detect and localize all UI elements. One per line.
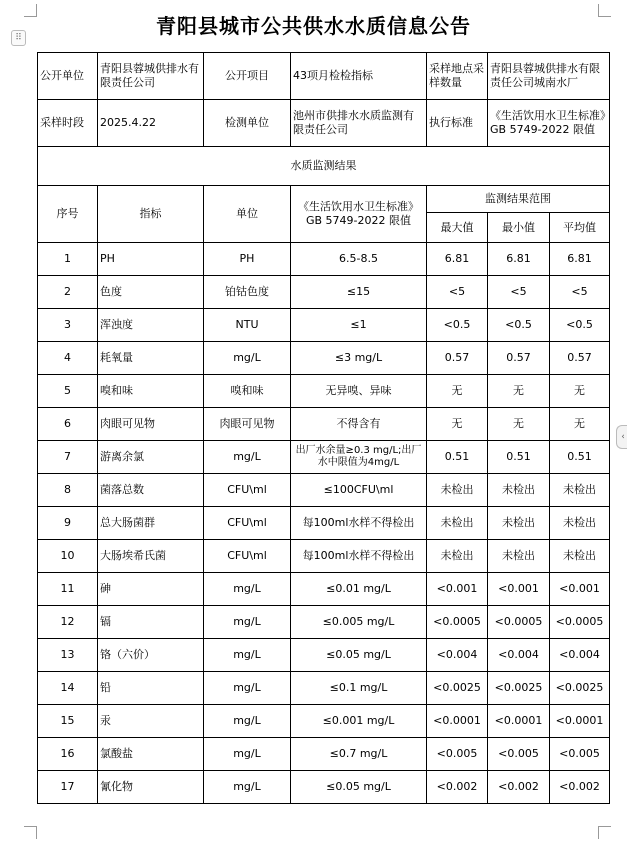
- row-min: <0.005: [488, 738, 550, 771]
- row-max: <0.001: [427, 573, 488, 606]
- row-min: 0.51: [488, 441, 550, 474]
- row-max: 未检出: [427, 474, 488, 507]
- row-index: 2: [38, 276, 98, 309]
- row-min: <0.001: [488, 573, 550, 606]
- row-max: <0.0025: [427, 672, 488, 705]
- test-unit-value: 池州市供排水水质监测有限责任公司: [291, 100, 427, 147]
- row-index: 17: [38, 771, 98, 804]
- row-index: 12: [38, 606, 98, 639]
- table-row: [38, 705, 610, 738]
- corner-mark-bottom-right: [598, 826, 611, 839]
- row-avg: <0.002: [550, 771, 610, 804]
- row-min: 0.57: [488, 342, 550, 375]
- row-indicator: 氰化物: [98, 771, 204, 804]
- row-min: 无: [488, 408, 550, 441]
- row-limit: 6.5-8.5: [291, 243, 427, 276]
- col-max-header: 最大值: [427, 213, 488, 243]
- row-avg: <0.004: [550, 639, 610, 672]
- row-unit: mg/L: [204, 738, 291, 771]
- row-indicator: PH: [98, 243, 204, 276]
- row-index: 7: [38, 441, 98, 474]
- row-min: 未检出: [488, 507, 550, 540]
- col-avg-header: 平均值: [550, 213, 610, 243]
- row-unit: 嗅和味: [204, 375, 291, 408]
- row-avg: <0.005: [550, 738, 610, 771]
- header-row-1: [38, 53, 610, 100]
- row-indicator: 嗅和味: [98, 375, 204, 408]
- table-row: [38, 408, 610, 441]
- table-row: [38, 573, 610, 606]
- row-indicator: 氯酸盐: [98, 738, 204, 771]
- row-indicator: 铬（六价）: [98, 639, 204, 672]
- table-row: [38, 738, 610, 771]
- standard-value: 《生活饮用水卫生标准》GB 5749-2022 限值: [488, 100, 610, 147]
- row-avg: <0.5: [550, 309, 610, 342]
- row-index: 13: [38, 639, 98, 672]
- row-min: <0.0005: [488, 606, 550, 639]
- row-max: <0.0001: [427, 705, 488, 738]
- row-avg: 无: [550, 408, 610, 441]
- row-max: <0.004: [427, 639, 488, 672]
- row-limit: 每100ml水样不得检出: [291, 540, 427, 573]
- col-indicator-header: 指标: [98, 186, 204, 243]
- row-max: 未检出: [427, 507, 488, 540]
- row-min: 6.81: [488, 243, 550, 276]
- row-index: 4: [38, 342, 98, 375]
- col-range-group-header: 监测结果范围: [427, 186, 610, 213]
- row-limit: ≤0.05 mg/L: [291, 639, 427, 672]
- row-index: 8: [38, 474, 98, 507]
- row-min: 无: [488, 375, 550, 408]
- table-row: [38, 309, 610, 342]
- row-indicator: 游离余氯: [98, 441, 204, 474]
- row-unit: mg/L: [204, 771, 291, 804]
- row-min: 未检出: [488, 540, 550, 573]
- row-avg: 0.57: [550, 342, 610, 375]
- row-index: 10: [38, 540, 98, 573]
- table-row: [38, 276, 610, 309]
- row-avg: <5: [550, 276, 610, 309]
- row-max: <0.5: [427, 309, 488, 342]
- row-unit: PH: [204, 243, 291, 276]
- row-index: 15: [38, 705, 98, 738]
- col-index-header: 序号: [38, 186, 98, 243]
- row-max: <0.005: [427, 738, 488, 771]
- row-indicator: 铅: [98, 672, 204, 705]
- table-row: [38, 441, 610, 474]
- col-limit-header: 《生活饮用水卫生标准》GB 5749-2022 限值: [291, 186, 427, 243]
- row-limit: 不得含有: [291, 408, 427, 441]
- table-row: [38, 342, 610, 375]
- row-index: 14: [38, 672, 98, 705]
- table-row: [38, 507, 610, 540]
- row-indicator: 耗氧量: [98, 342, 204, 375]
- row-max: 无: [427, 375, 488, 408]
- sample-date-value: 2025.4.22: [98, 100, 204, 147]
- row-unit: mg/L: [204, 342, 291, 375]
- row-avg: 未检出: [550, 540, 610, 573]
- col-unit-header: 单位: [204, 186, 291, 243]
- row-min: <0.0001: [488, 705, 550, 738]
- row-avg: <0.001: [550, 573, 610, 606]
- row-unit: mg/L: [204, 606, 291, 639]
- row-limit: ≤0.7 mg/L: [291, 738, 427, 771]
- section-row: [38, 147, 610, 186]
- row-index: 11: [38, 573, 98, 606]
- table-row: [38, 672, 610, 705]
- row-index: 16: [38, 738, 98, 771]
- row-limit: ≤0.05 mg/L: [291, 771, 427, 804]
- row-unit: NTU: [204, 309, 291, 342]
- row-avg: <0.0001: [550, 705, 610, 738]
- row-limit: 无异嗅、异味: [291, 375, 427, 408]
- row-index: 6: [38, 408, 98, 441]
- table-row: [38, 606, 610, 639]
- disclosure-unit-value: 青阳县蓉城供排水有限责任公司: [98, 53, 204, 100]
- row-avg: 0.51: [550, 441, 610, 474]
- section-title: 水质监测结果: [38, 147, 610, 186]
- row-indicator: 总大肠菌群: [98, 507, 204, 540]
- sample-site-value: 青阳县蓉城供排水有限责任公司城南水厂: [488, 53, 610, 100]
- row-avg: 6.81: [550, 243, 610, 276]
- row-unit: mg/L: [204, 672, 291, 705]
- row-indicator: 色度: [98, 276, 204, 309]
- row-avg: <0.0025: [550, 672, 610, 705]
- row-index: 1: [38, 243, 98, 276]
- row-limit: ≤0.001 mg/L: [291, 705, 427, 738]
- row-max: <0.0005: [427, 606, 488, 639]
- row-unit: mg/L: [204, 441, 291, 474]
- row-indicator: 浑浊度: [98, 309, 204, 342]
- row-indicator: 砷: [98, 573, 204, 606]
- row-indicator: 菌落总数: [98, 474, 204, 507]
- row-max: <5: [427, 276, 488, 309]
- row-limit: ≤0.005 mg/L: [291, 606, 427, 639]
- row-min: <0.002: [488, 771, 550, 804]
- row-avg: 未检出: [550, 474, 610, 507]
- standard-label: 执行标准: [427, 100, 488, 147]
- table-row: [38, 639, 610, 672]
- disclosure-item-label: 公开项目: [204, 53, 291, 100]
- row-limit: ≤0.1 mg/L: [291, 672, 427, 705]
- water-quality-table: [37, 52, 610, 804]
- row-min: 未检出: [488, 474, 550, 507]
- row-min: <0.004: [488, 639, 550, 672]
- table-row: [38, 540, 610, 573]
- row-unit: CFU\ml: [204, 507, 291, 540]
- row-limit: ≤3 mg/L: [291, 342, 427, 375]
- row-index: 5: [38, 375, 98, 408]
- row-unit: mg/L: [204, 639, 291, 672]
- row-indicator: 肉眼可见物: [98, 408, 204, 441]
- row-avg: 无: [550, 375, 610, 408]
- grip-icon[interactable]: ⠿: [11, 30, 26, 46]
- row-unit: 肉眼可见物: [204, 408, 291, 441]
- table-row: [38, 375, 610, 408]
- row-avg: <0.0005: [550, 606, 610, 639]
- disclosure-item-value: 43项月检检指标: [291, 53, 427, 100]
- row-indicator: 汞: [98, 705, 204, 738]
- row-unit: CFU\ml: [204, 540, 291, 573]
- test-unit-label: 检测单位: [204, 100, 291, 147]
- row-min: <0.0025: [488, 672, 550, 705]
- row-max: 0.51: [427, 441, 488, 474]
- row-max: 6.81: [427, 243, 488, 276]
- row-limit: ≤1: [291, 309, 427, 342]
- table-row: [38, 474, 610, 507]
- col-min-header: 最小值: [488, 213, 550, 243]
- row-unit: 铂钴色度: [204, 276, 291, 309]
- row-max: 无: [427, 408, 488, 441]
- sample-date-label: 采样时段: [38, 100, 98, 147]
- sample-site-label: 采样地点采样数量: [427, 53, 488, 100]
- row-unit: mg/L: [204, 705, 291, 738]
- row-indicator: 镉: [98, 606, 204, 639]
- column-header-row-1: [38, 186, 610, 213]
- chevron-left-icon[interactable]: ‹: [616, 425, 627, 449]
- row-index: 9: [38, 507, 98, 540]
- page-title: 青阳县城市公共供水水质信息公告: [156, 14, 471, 38]
- row-max: 未检出: [427, 540, 488, 573]
- row-max: <0.002: [427, 771, 488, 804]
- header-row-2: [38, 100, 610, 147]
- row-limit: ≤0.01 mg/L: [291, 573, 427, 606]
- row-min: <5: [488, 276, 550, 309]
- data-rows: [38, 243, 610, 804]
- row-limit: ≤15: [291, 276, 427, 309]
- row-limit: 出厂水余量≥0.3 mg/L;出厂水中限值为4mg/L: [291, 441, 427, 474]
- row-indicator: 大肠埃希氏菌: [98, 540, 204, 573]
- corner-mark-bottom-left: [24, 826, 37, 839]
- row-index: 3: [38, 309, 98, 342]
- row-limit: 每100ml水样不得检出: [291, 507, 427, 540]
- row-avg: 未检出: [550, 507, 610, 540]
- row-unit: mg/L: [204, 573, 291, 606]
- table-row: [38, 243, 610, 276]
- disclosure-unit-label: 公开单位: [38, 53, 98, 100]
- table-row: [38, 771, 610, 804]
- row-limit: ≤100CFU\ml: [291, 474, 427, 507]
- row-max: 0.57: [427, 342, 488, 375]
- row-min: <0.5: [488, 309, 550, 342]
- row-unit: CFU\ml: [204, 474, 291, 507]
